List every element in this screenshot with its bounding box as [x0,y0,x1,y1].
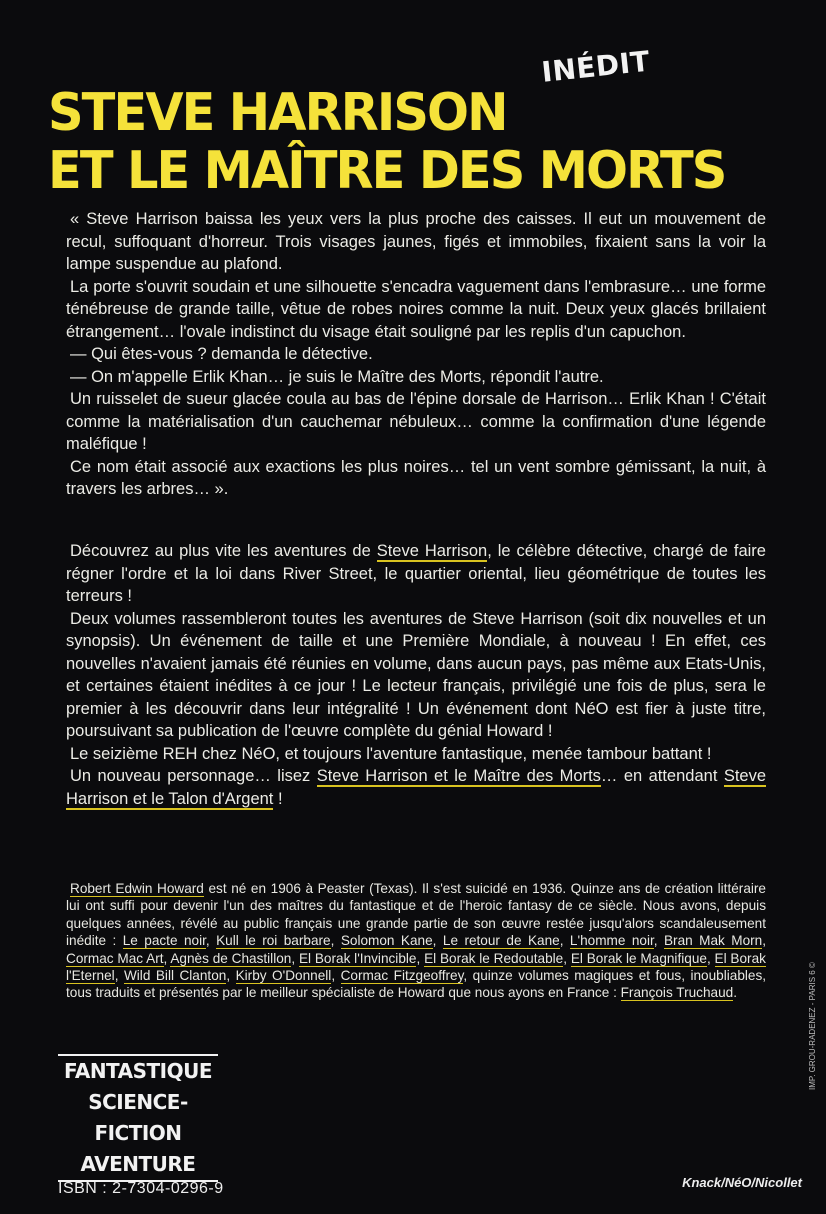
promo-paragraph-3: Le seizième REH chez NéO, et toujours l'aventure fantastique, menée tambour battant ! [70,744,712,763]
promo-paragraph-2: Deux volumes rassembleront toutes les aventures de Steve Harrison (soit dix nouvelles et un synopsis). Un événement de taille et une Première Mondiale, à nouveau ! En effet, ces nouvelles n'avaient jamais été réunies en volume, dans aucun pays, pas même aux Etats-Unis, et certaines étaient inédites à ce jour ! Le lecteur français, privilégié une fois de plus, sera le premier à les découvrir dans leur intégralité ! Un événement dont NéO est fier à juste titre, poursuivant sa publication de l'œuvre complète du génial Howard ! [66,609,766,740]
author-bio [66,880,766,1002]
genre-label: SCIENCE-FICTION [88,1090,188,1145]
book-list-title: Le pacte noir [122,933,206,949]
genre-label: FANTASTIQUE [63,1059,213,1083]
excerpt [66,208,766,501]
book-list-title: Agnès de Chastillon [170,950,292,966]
underlined-title: Steve Harrison [376,542,488,560]
author-name: Robert Edwin Howard [70,881,204,896]
translator-name: François Truchaud [620,985,734,1001]
excerpt-paragraph: Ce nom était associé aux exactions les plus noires… tel un vent sombre gémissant, la nuit, à travers les arbres… ». [66,457,766,498]
promo-paragraph-4 [66,765,766,810]
excerpt-paragraph: « Steve Harrison baissa les yeux vers la plus proche des caisses. Il eut un mouvement de recul, suffoquant d'horreur. Trois visages jaunes, figés et immobiles, fixaient sans la voir la lampe suspendue au plafond. [66,210,766,273]
bio-text: , quinze volumes magiques et fous, inoubliables, tous traduits et présentés par le meilleur spécialiste de Howard que nous ayons en France : [66,968,767,1001]
book-list-title: L'homme noir [569,933,654,949]
underlined-title: Steve Harrison et le Talon d'Argent [66,767,767,808]
excerpt-paragraph: — Qui êtes-vous ? demanda le détective. [70,345,373,363]
excerpt-paragraph: — On m'appelle Erlik Khan… je suis le Maître des Morts, répondit l'autre. [70,367,604,386]
promo-text-segment: ! [273,789,283,808]
book-list-title: Cormac Mac Art [66,950,164,966]
book-list-title: Le retour de Kane [442,933,560,949]
bio-text: est né en 1906 à Peaster (Texas). Il s'est suicidé en 1936. Quinze ans de création littéraire lui ont suffi pour devenir l'un des maîtres du fantastique et de l'heroic fantasy de ce siècle. Nous avons, depuis quelques années, révélé au public français une grande partie de son œuvre restée jusqu'alors scandaleusement inédite : [66,881,766,949]
bio-paragraph: Robert Edwin Howard est né en 1906 à Peaster (Texas). Il s'est suicidé en 1936. Quinze ans de création littéraire lui ont suffi pour devenir l'un des maîtres du fantastique et de l'heroic fantasy de ce siècle. Nous avons, depuis quelques années, révélé au public français une grande partie de son œuvre restée jusqu'alors scandaleusement inédite : Le pacte noir, Kull le roi barbare, Solomon Kane, Le retour de Kane, L'homme noir, Bran Mak Morn, Cormac Mac Art, Agnès de Chastillon, El Borak l'Invincible, El Borak le Redoutable, El Borak le Magnifique, El Borak l'Eternel, Wild Bill Clanton, Kirby O'Donnell, Cormac Fitzgeoffrey, quinze volumes magiques et fous, inoubliables, tous traduits et présentés par le meilleur spécialiste de Howard que nous ayons en France : François Truchaud. [66,881,767,1001]
promo-paragraph-1 [66,540,766,608]
book-list-title: El Borak l'Eternel [66,950,766,984]
excerpt-paragraph: Un ruisselet de sueur glacée coula au bas de l'épine dorsale de Harrison… Erlik Khan ! C'était comme la matérialisation d'un cauchemar nébuleux… comme la confirmation d'une légende maléfique ! [66,390,766,453]
bio-end: . [733,985,737,1001]
book-title [48,84,751,200]
publisher-imprint: Knack/NéO/Nicollet [682,1175,802,1190]
book-list-title: Kirby O'Donnell [235,968,332,984]
promo-text-segment: Découvrez au plus vite les aventures de [70,542,377,560]
excerpt-paragraph: La porte s'ouvrit soudain et une silhouette s'encadra vaguement dans l'embrasure… une forme ténébreuse de grande taille, vêtue de robes noires comme la nuit. Deux yeux glacés brillaient étrangement… l'ovale indistinct du visage était souligné par les replis d'un capuchon. [66,277,766,341]
book-list-title: Bran Mak Morn [663,933,763,949]
isbn: ISBN : 2-7304-0296-9 [58,1180,224,1197]
book-list-title: Cormac Fitzgeoffrey [340,968,464,984]
book-list-title: El Borak l'Invincible [298,950,417,966]
book-list-title: Solomon Kane [340,933,433,949]
title-line-1: STEVE HARRISON [48,83,507,143]
promo-text-segment: … en attendant [600,767,724,785]
title-line-2: ET LE MAÎTRE DES MORTS [48,141,726,201]
printer-credit: IMP. GROU-RADENEZ - PARIS 6 © [808,962,817,1090]
promo-text-segment: Un nouveau personnage… lisez [70,767,317,785]
inedit-badge: INÉDIT [540,44,652,89]
book-list-title: El Borak le Redoutable [424,950,564,966]
genre-label: AVENTURE [80,1152,196,1176]
book-list-title: Kull le roi barbare [216,933,331,949]
book-list-title: El Borak le Magnifique [570,950,707,966]
underlined-title: Steve Harrison et le Maître des Morts [316,767,601,785]
genre-block [58,1054,218,1182]
promo-text-segment: , le célèbre détective, chargé de faire régner l'ordre et la loi dans River Street, le quartier oriental, lieu géométrique de toutes les terreurs ! [66,542,766,605]
promo-text [66,540,766,810]
book-list-title: Wild Bill Clanton [123,968,227,984]
